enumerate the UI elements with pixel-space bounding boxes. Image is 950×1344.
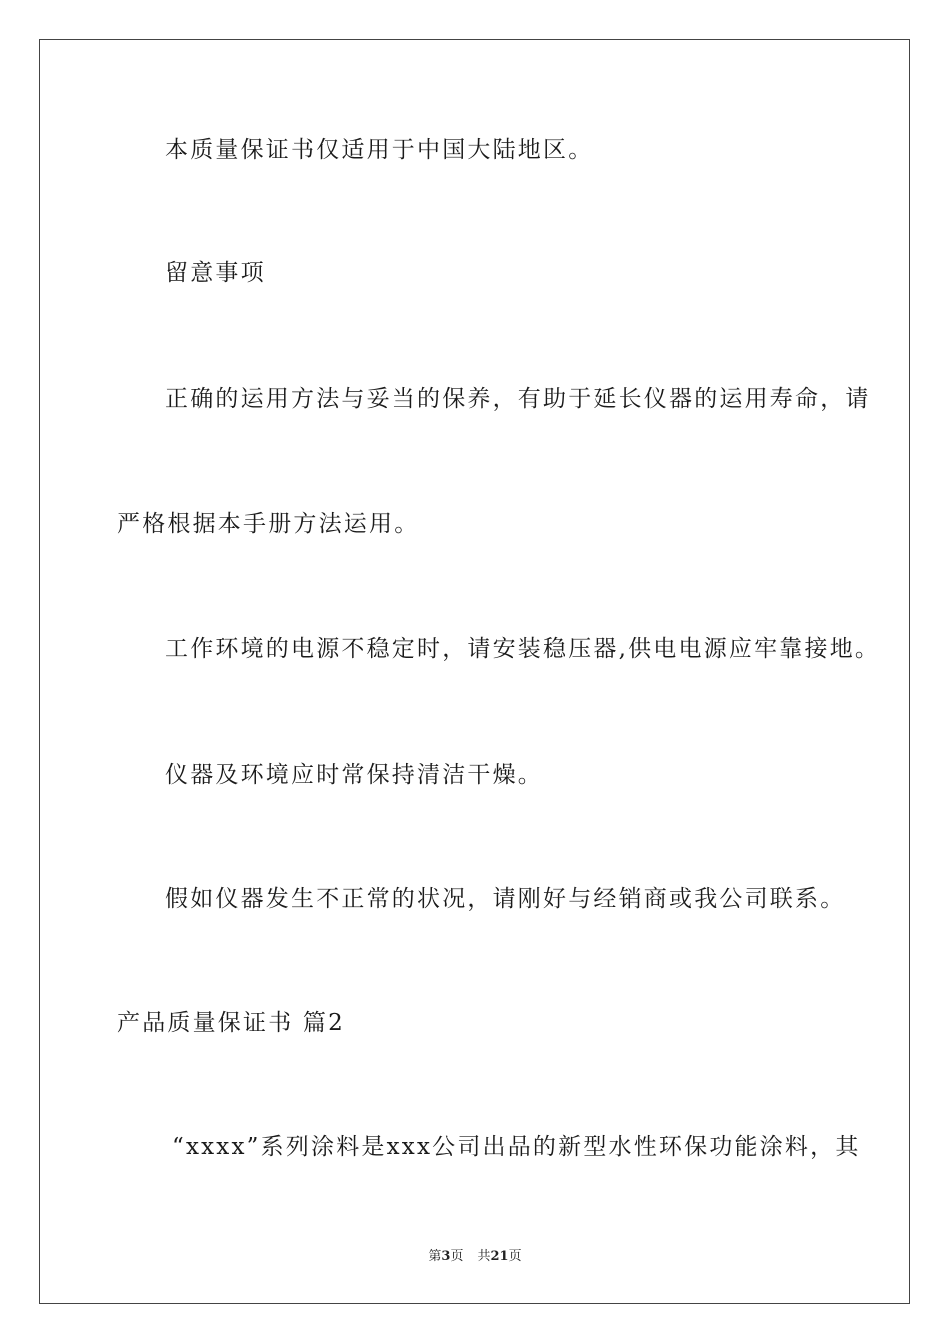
paragraph-contact: 假如仪器发生不正常的状况，请刚好与经销商或我公司联系。 [165,886,846,912]
footer-page-prefix: 第 [428,1249,442,1264]
footer-total-prefix: 共 [477,1249,491,1264]
footer-page-suffix: 页 [450,1249,464,1264]
paragraph-usage-line-2: 严格根据本手册方法运用。 [117,511,420,537]
page-border [39,39,910,1304]
paragraph-power: 工作环境的电源不稳定时，请安装稳压器,供电电源应牢靠接地。 [165,636,881,662]
paragraph-cleaning: 仪器及环境应时常保持清洁干燥。 [165,762,543,788]
footer-total-suffix: 页 [508,1249,522,1264]
footer-page-number: 3 [441,1249,451,1264]
paragraph-product-intro: “xxxx”系列涂料是xxx公司出品的新型水性环保功能涂料，其 [172,1134,861,1160]
section-title-part-2: 产品质量保证书 篇2 [117,1010,345,1036]
paragraph-usage-line-1: 正确的运用方法与妥当的保养，有助于延长仪器的运用寿命，请 [165,386,871,412]
footer-total-pages: 21 [490,1249,509,1264]
page-footer [0,1248,950,1266]
section-heading-notes: 留意事项 [165,260,266,286]
paragraph-scope: 本质量保证书仅适用于中国大陆地区。 [165,137,594,163]
